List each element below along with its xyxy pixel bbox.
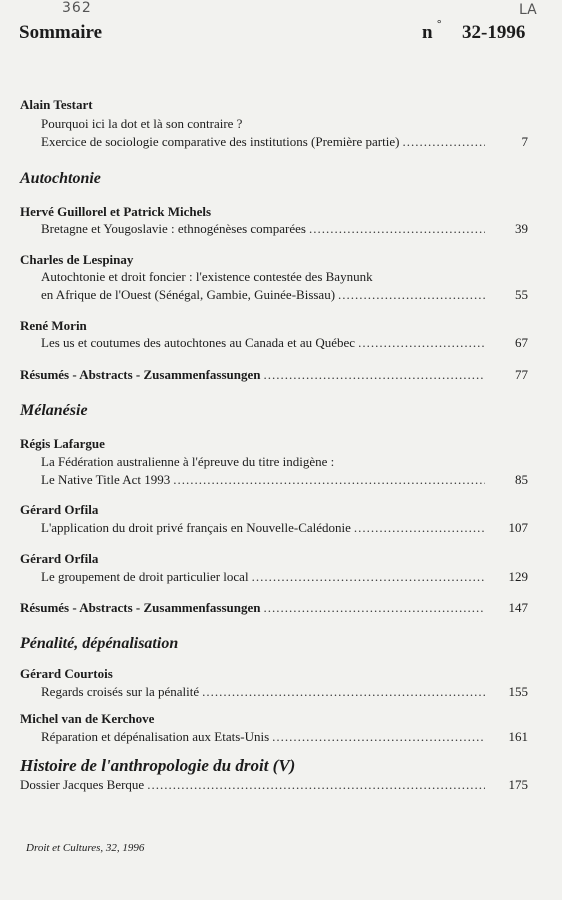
leader-dots bbox=[338, 287, 485, 303]
author-name: Charles de Lespinay bbox=[20, 252, 134, 267]
entry-title-line: L'application du droit privé français en Nouvelle-Calédonie bbox=[41, 520, 351, 535]
author-name: Hervé Guillorel et Patrick Michels bbox=[20, 204, 212, 219]
page-number: 175 bbox=[508, 777, 528, 792]
page-number: 129 bbox=[508, 569, 528, 584]
entry-toc-line[interactable] bbox=[41, 335, 488, 351]
leader-dots bbox=[252, 569, 485, 585]
entry-title-line: en Afrique de l'Ouest (Sénégal, Gambie, Guinée-Bissau) bbox=[41, 287, 336, 302]
page-number: 147 bbox=[508, 600, 528, 615]
entry-title-line: Les us et coutumes des autochtones au Canada et au Québec bbox=[41, 335, 356, 350]
entry-title-line: Le Native Title Act 1993 bbox=[41, 472, 171, 487]
leader-dots bbox=[173, 472, 485, 488]
leader-dots bbox=[402, 134, 485, 150]
section-heading: Mélanésie bbox=[20, 402, 88, 419]
entry-toc-line[interactable] bbox=[41, 569, 488, 585]
entry-title-line: Dossier Jacques Berque bbox=[20, 777, 145, 792]
abstracts-label: Résumés - Abstracts - Zusammenfassungen bbox=[20, 600, 261, 615]
entry-toc-line[interactable] bbox=[41, 287, 488, 303]
entry-toc-line[interactable] bbox=[41, 221, 488, 237]
leader-dots bbox=[272, 729, 485, 745]
author-name: Gérard Orfila bbox=[20, 502, 99, 517]
entry-title-line: La Fédération australienne à l'épreuve du titre indigène : bbox=[41, 454, 335, 469]
entry-toc-line[interactable] bbox=[41, 520, 488, 536]
entry-title-line: Regards croisés sur la pénalité bbox=[41, 684, 200, 699]
page-number: 39 bbox=[515, 221, 528, 236]
page-number: 77 bbox=[515, 367, 528, 382]
author-name: Régis Lafargue bbox=[20, 436, 105, 451]
entry-title-line: Réparation et dépénalisation aux Etats-Unis bbox=[41, 729, 270, 744]
issue-number: 32-1996 bbox=[462, 22, 526, 43]
issue-label: n bbox=[422, 22, 433, 43]
leader-dots bbox=[147, 777, 485, 793]
leader-dots bbox=[309, 221, 485, 237]
entry-toc-line[interactable] bbox=[41, 729, 488, 745]
leader-dots bbox=[202, 684, 485, 700]
author-name: Michel van de Kerchove bbox=[20, 711, 155, 726]
leader-dots bbox=[264, 600, 485, 616]
abstracts-toc-line[interactable] bbox=[20, 600, 488, 616]
section-heading: Autochtonie bbox=[20, 170, 101, 187]
author-name: Gérard Orfila bbox=[20, 551, 99, 566]
abstracts-toc-line[interactable] bbox=[20, 367, 488, 383]
abstracts-label: Résumés - Abstracts - Zusammenfassungen bbox=[20, 367, 261, 382]
entry-title-line: Autochtonie et droit foncier : l'existence contestée des Baynunk bbox=[41, 269, 373, 284]
section-heading: Histoire de l'anthropologie du droit (V) bbox=[20, 756, 296, 775]
leader-dots bbox=[264, 367, 485, 383]
entry-toc-line[interactable] bbox=[41, 472, 488, 488]
page-number: 161 bbox=[508, 729, 528, 744]
page-number: 85 bbox=[515, 472, 528, 487]
section-heading: Pénalité, dépénalisation bbox=[20, 635, 179, 652]
entry-toc-line[interactable] bbox=[41, 134, 488, 150]
entry-title-line: Bretagne et Yougoslavie : ethnogénèses comparées bbox=[41, 221, 306, 236]
handwritten-note-left: 362 bbox=[62, 0, 92, 16]
author-name: Alain Testart bbox=[20, 97, 93, 112]
leader-dots bbox=[358, 335, 485, 351]
page-title: Sommaire bbox=[19, 22, 103, 43]
entry-title-line: Le groupement de droit particulier local bbox=[41, 569, 249, 584]
entry-title-line: Exercice de sociologie comparative des institutions (Première partie) bbox=[41, 134, 400, 149]
page-number: 7 bbox=[521, 134, 528, 149]
author-name: Gérard Courtois bbox=[20, 666, 113, 681]
page-number: 67 bbox=[515, 335, 528, 350]
page-number: 155 bbox=[508, 684, 528, 699]
page-number: 55 bbox=[515, 287, 528, 302]
author-name: René Morin bbox=[20, 318, 87, 333]
handwritten-note-right: LA bbox=[519, 2, 537, 18]
entry-toc-line[interactable] bbox=[41, 684, 488, 700]
leader-dots bbox=[354, 520, 485, 536]
footer-citation: Droit et Cultures, 32, 1996 bbox=[26, 842, 145, 854]
entry-toc-line[interactable] bbox=[20, 777, 488, 793]
page-number: 107 bbox=[508, 520, 528, 535]
issue-degree-sign: ° bbox=[437, 18, 442, 30]
entry-title-line: Pourquoi ici la dot et là son contraire ? bbox=[41, 116, 243, 131]
